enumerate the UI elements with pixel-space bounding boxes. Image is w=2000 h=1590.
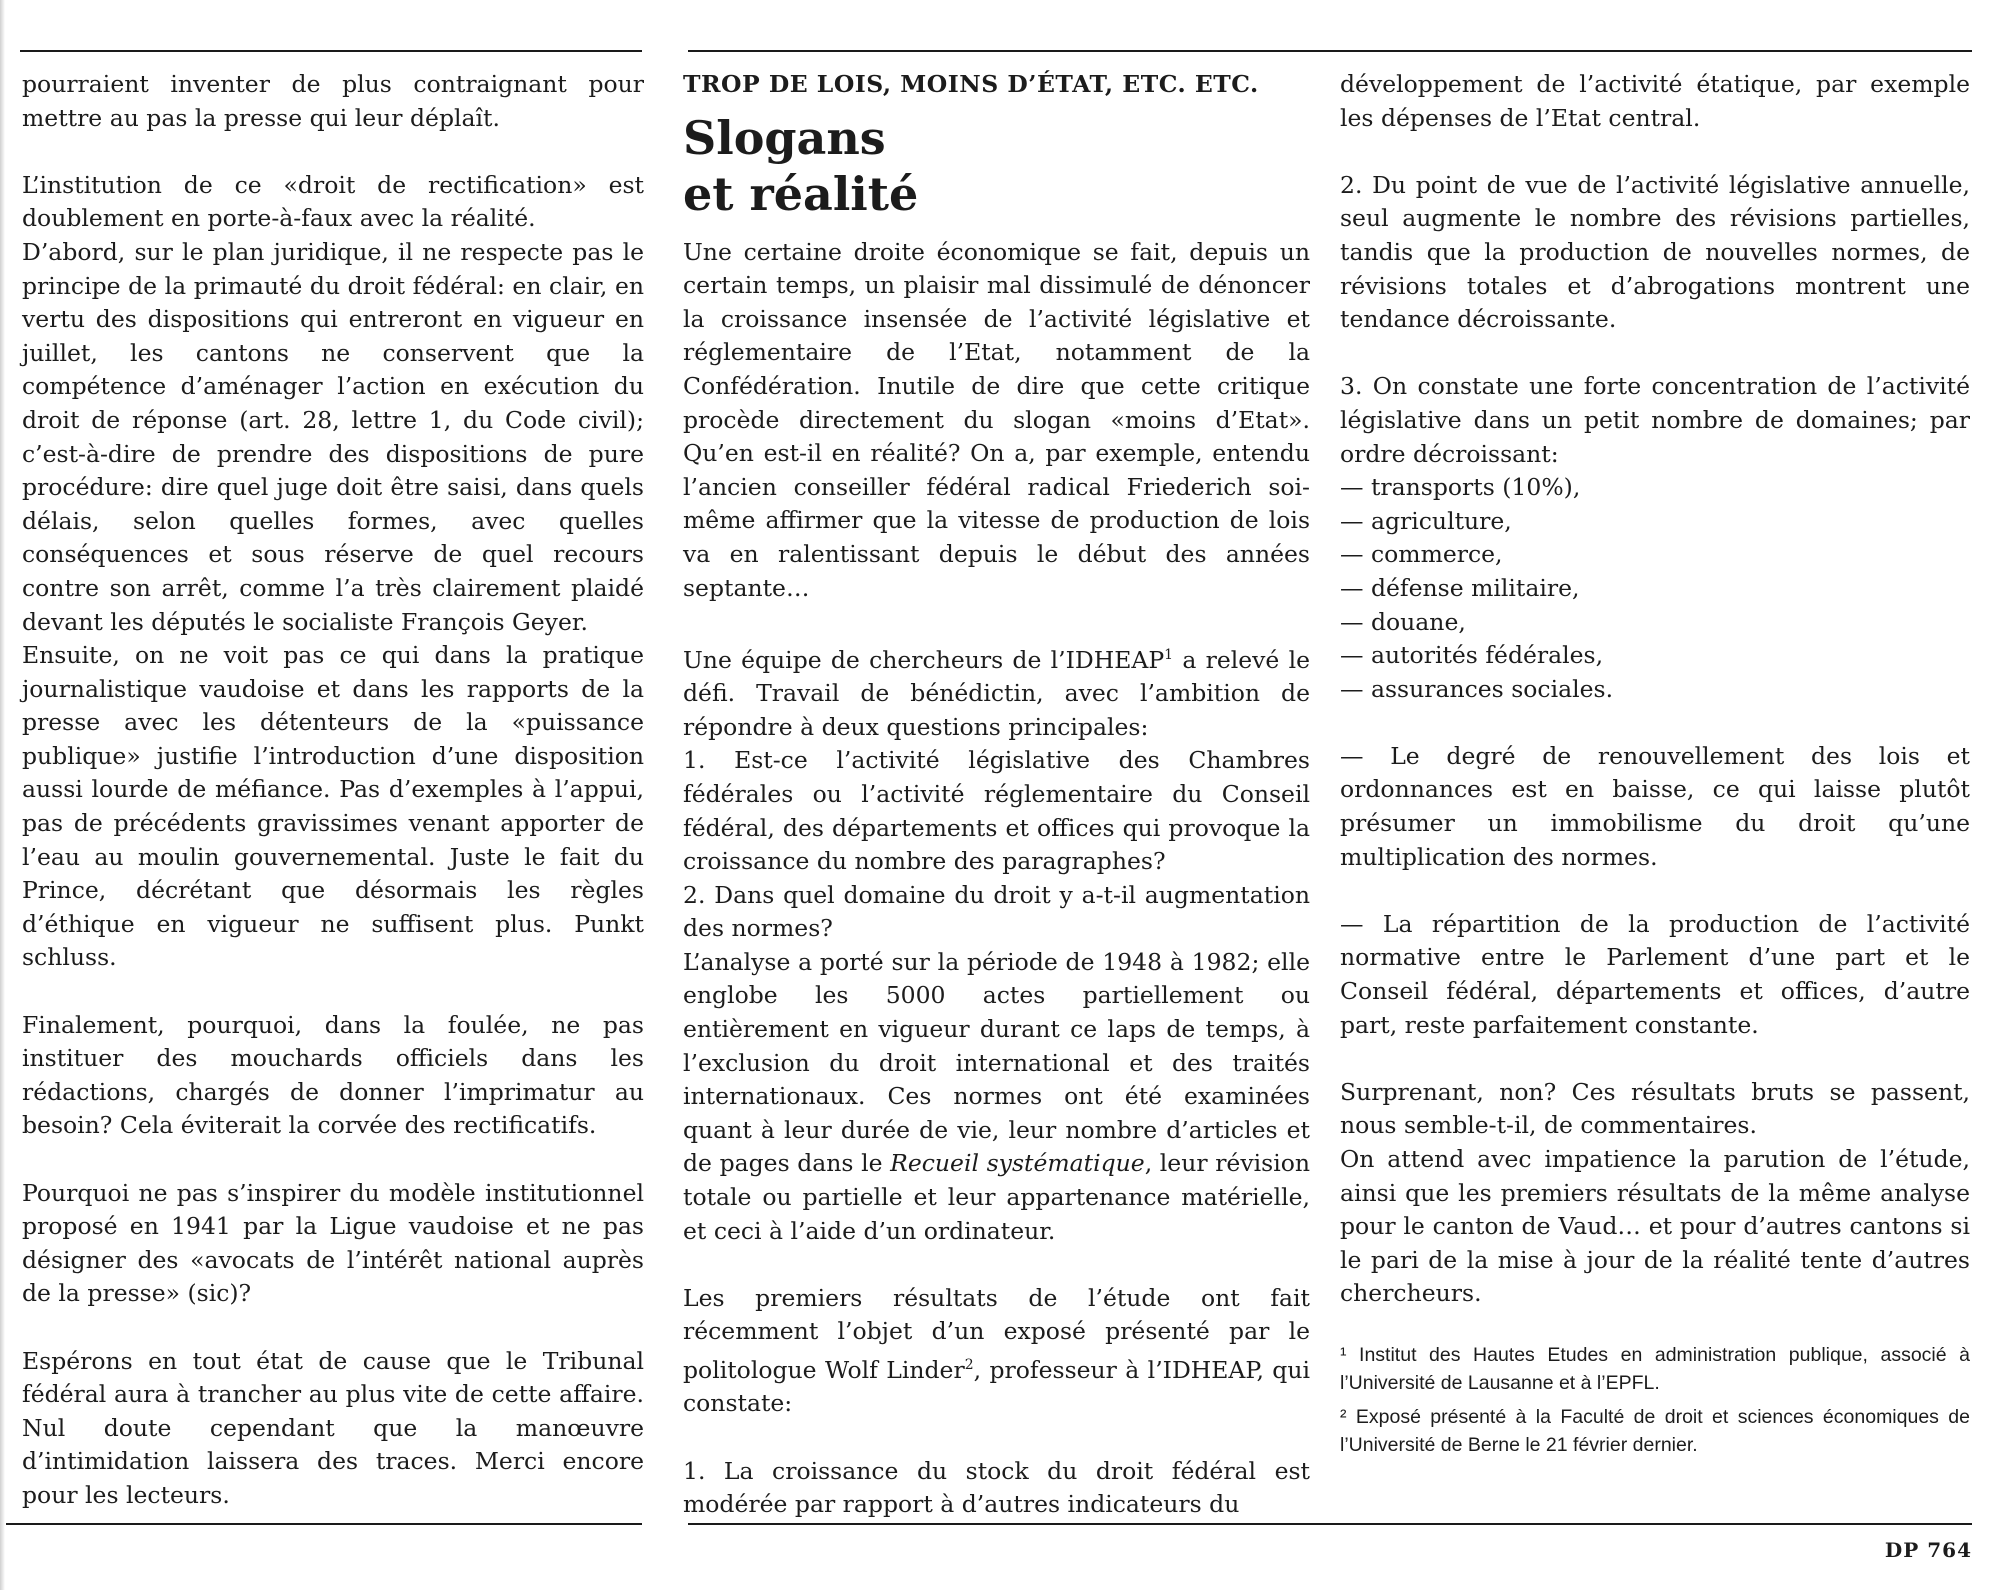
footnote-ref: 1 (1164, 646, 1174, 663)
article-kicker: TROP DE LOIS, MOINS D’ÉTAT, ETC. ETC. (683, 70, 1259, 98)
bottom-rule-left (6, 1523, 642, 1525)
paragraph: 1. La croissance du stock du droit fédéral est modérée par rapport à d’autres indicateurs du (683, 1456, 1310, 1519)
paragraph: D’abord, sur le plan juridique, il ne respecte pas le principe de la primauté du droit fédéral: en clair, en vertu des dispositions qui entreront en vigueur en juillet, les cantons ne conservent que la compétence d’aménager l’action en exécution du droit de réponse (art. 28, lettre 1, du Code civil); c’est-à-dire de prendre des dispositions de pure procédure: dire quel juge doit être saisi, dans quels délais, selon quelles formes, avec quelles conséquences et sous réserve de quel recours contre son arrêt, comme l’a très clairement plaidé devant les députés le socialiste François Geyer. (22, 237, 644, 636)
paragraph: 1. Est-ce l’activité législative des Chambres fédérales ou l’activité réglementaire du Conseil fédéral, des départements et offices qui provoque la croissance du nombre des paragraphes? (683, 746, 1310, 876)
paragraph: — Le degré de renouvellement des lois et ordonnances est en baisse, ce qui laisse plutôt présumer un immobilisme du droit qu’une multiplication des normes. (1340, 741, 1970, 871)
paragraph (683, 639, 1310, 745)
footnote: ² Exposé présenté à la Faculté de droit et sciences économiques de l’Université de Berne le 21 février dernier. (1340, 1405, 1970, 1456)
footnotes (1340, 1341, 1970, 1459)
article-title-line: et réalité (683, 166, 919, 221)
top-rule-right (688, 50, 1972, 52)
italic-title: Recueil systématique (890, 1149, 1145, 1178)
list-item: — assurances sociales. (1340, 674, 1614, 703)
scan-edge-shadow (0, 0, 5, 1590)
column-middle (683, 68, 1310, 1522)
paragraph: 2. Du point de vue de l’activité législative annuelle, seul augmente le nombre des révisions partielles, tandis que la production de nouvelles normes, de révisions totales et d’abrogations montrent une tendance décroissante. (1340, 170, 1970, 334)
column-left (22, 68, 644, 1513)
paragraph: Espérons en tout état de cause que le Tribunal fédéral aura à trancher au plus vite de cette affaire. Nul doute cependant que la manœuvre d’intimidation laissera des traces. Merci encore pour les lecteurs. (22, 1346, 644, 1509)
article-title-line: Slogans (683, 110, 886, 165)
article-title (683, 110, 1310, 222)
top-rule-left (20, 50, 642, 52)
text-run: a relevé le défi. Travail de bénédictin, avec l’ambition de répondre à deux questions principales: (683, 645, 1311, 741)
list-item: — commerce, (1340, 540, 1503, 569)
paragraph: — La répartition de la production de l’activité normative entre le Parlement d’une part et le Conseil fédéral, départements et offices, d’autre part, reste parfaitement constante. (1340, 909, 1970, 1039)
column-right (1340, 68, 1970, 1459)
paragraph: On attend avec impatience la parution de l’étude, ainsi que les premiers résultats de la même analyse pour le canton de Vaud… et pour d’autres cantons si le pari de la mise à jour de la réalité tente d’autres chercheurs. (1340, 1145, 1970, 1308)
paragraph: Surprenant, non? Ces résultats bruts se passent, nous semble-t-il, de commentaires. (1340, 1077, 1970, 1140)
paragraph: 3. On constate une forte concentration de l’activité législative dans un petit nombre de domaines; par ordre décroissant: (1340, 372, 1970, 468)
paragraph: Finalement, pourquoi, dans la foulée, ne pas instituer des mouchards officiels dans les rédactions, chargés de donner l’imprimatur au besoin? Cela éviterait la corvée des rectificatifs. (22, 1010, 644, 1140)
bottom-rule-right (688, 1523, 1972, 1525)
list-item: — agriculture, (1340, 506, 1512, 535)
text-run: L’analyse a porté sur la période de 1948 à 1982; elle englobe les 5000 actes partiellement ou entièrement en vigueur durant ce laps de temps, à l’exclusion du droit international et des traités internationaux. Ces normes ont été examinées quant à leur durée de vie, leur nombre d’articles et de pages dans le (683, 947, 1310, 1178)
list-item: — douane, (1340, 607, 1466, 636)
page-number: DP 764 (1884, 1538, 1972, 1562)
text-run: Une équipe de chercheurs de l’IDHEAP (683, 645, 1165, 674)
paragraph: Pourquoi ne pas s’inspirer du modèle institutionnel proposé en 1941 par la Ligue vaudoise et ne pas désigner des «avocats de l’intérêt national auprès de la presse» (sic)? (22, 1178, 644, 1308)
paragraph: pourraient inventer de plus contraignant pour mettre au pas la presse qui leur déplaît. (22, 70, 644, 132)
paragraph: L’institution de ce «droit de rectification» est doublement en porte-à-faux avec la réalité. (22, 170, 644, 233)
text-run: Les premiers résultats de l’étude ont fait récemment l’objet d’un exposé présenté par le politologue Wolf Linder (683, 1283, 1310, 1384)
footnote: ¹ Institut des Hautes Etudes en administration publique, associé à l’Université de Lausanne et à l’EPFL. (1340, 1343, 1970, 1394)
paragraph (683, 1282, 1310, 1421)
footnote-ref: 2 (964, 1357, 974, 1374)
text-run: , professeur à l’IDHEAP, qui constate: (683, 1355, 1311, 1418)
domain-list (1340, 471, 1970, 706)
list-item: — autorités fédérales, (1340, 641, 1604, 670)
paragraph: Ensuite, on ne voit pas ce qui dans la pratique journalistique vaudoise et dans les rapports de la presse avec les détenteurs de la «puissance publique» justifie l’introduction d’une disposition aussi lourde de méfiance. Pas d’exemples à l’appui, pas de précédents gravissimes venant apporter de l’eau au moulin gouvernemental. Juste le fait du Prince, décrétant que désormais les règles d’éthique en vigueur ne suffisent plus. Punkt schluss. (22, 641, 644, 972)
list-item: — défense militaire, (1340, 573, 1580, 602)
text-run: , leur révision totale ou partielle et leur appartenance matérielle, et ceci à l’aide d’un ordinateur. (683, 1149, 1310, 1245)
paragraph: 2. Dans quel domaine du droit y a-t-il augmentation des normes? (683, 880, 1310, 943)
paragraph (683, 946, 1310, 1248)
list-item: — transports (10%), (1340, 473, 1581, 502)
paragraph: Une certaine droite économique se fait, depuis un certain temps, un plaisir mal dissimulé de dénoncer la croissance insensée de l’activité législative et réglementaire de l’Etat, notamment de la Confédération. Inutile de dire que cette critique procède directement du slogan «moins d’Etat». Qu’en est-il en réalité? On a, par exemple, entendu l’ancien conseiller fédéral radical Friederich soi-même affirmer que la vitesse de production de lois va en ralentissant depuis le début des années septante… (683, 237, 1310, 602)
paragraph: développement de l’activité étatique, par exemple les dépenses de l’Etat central. (1340, 70, 1970, 132)
